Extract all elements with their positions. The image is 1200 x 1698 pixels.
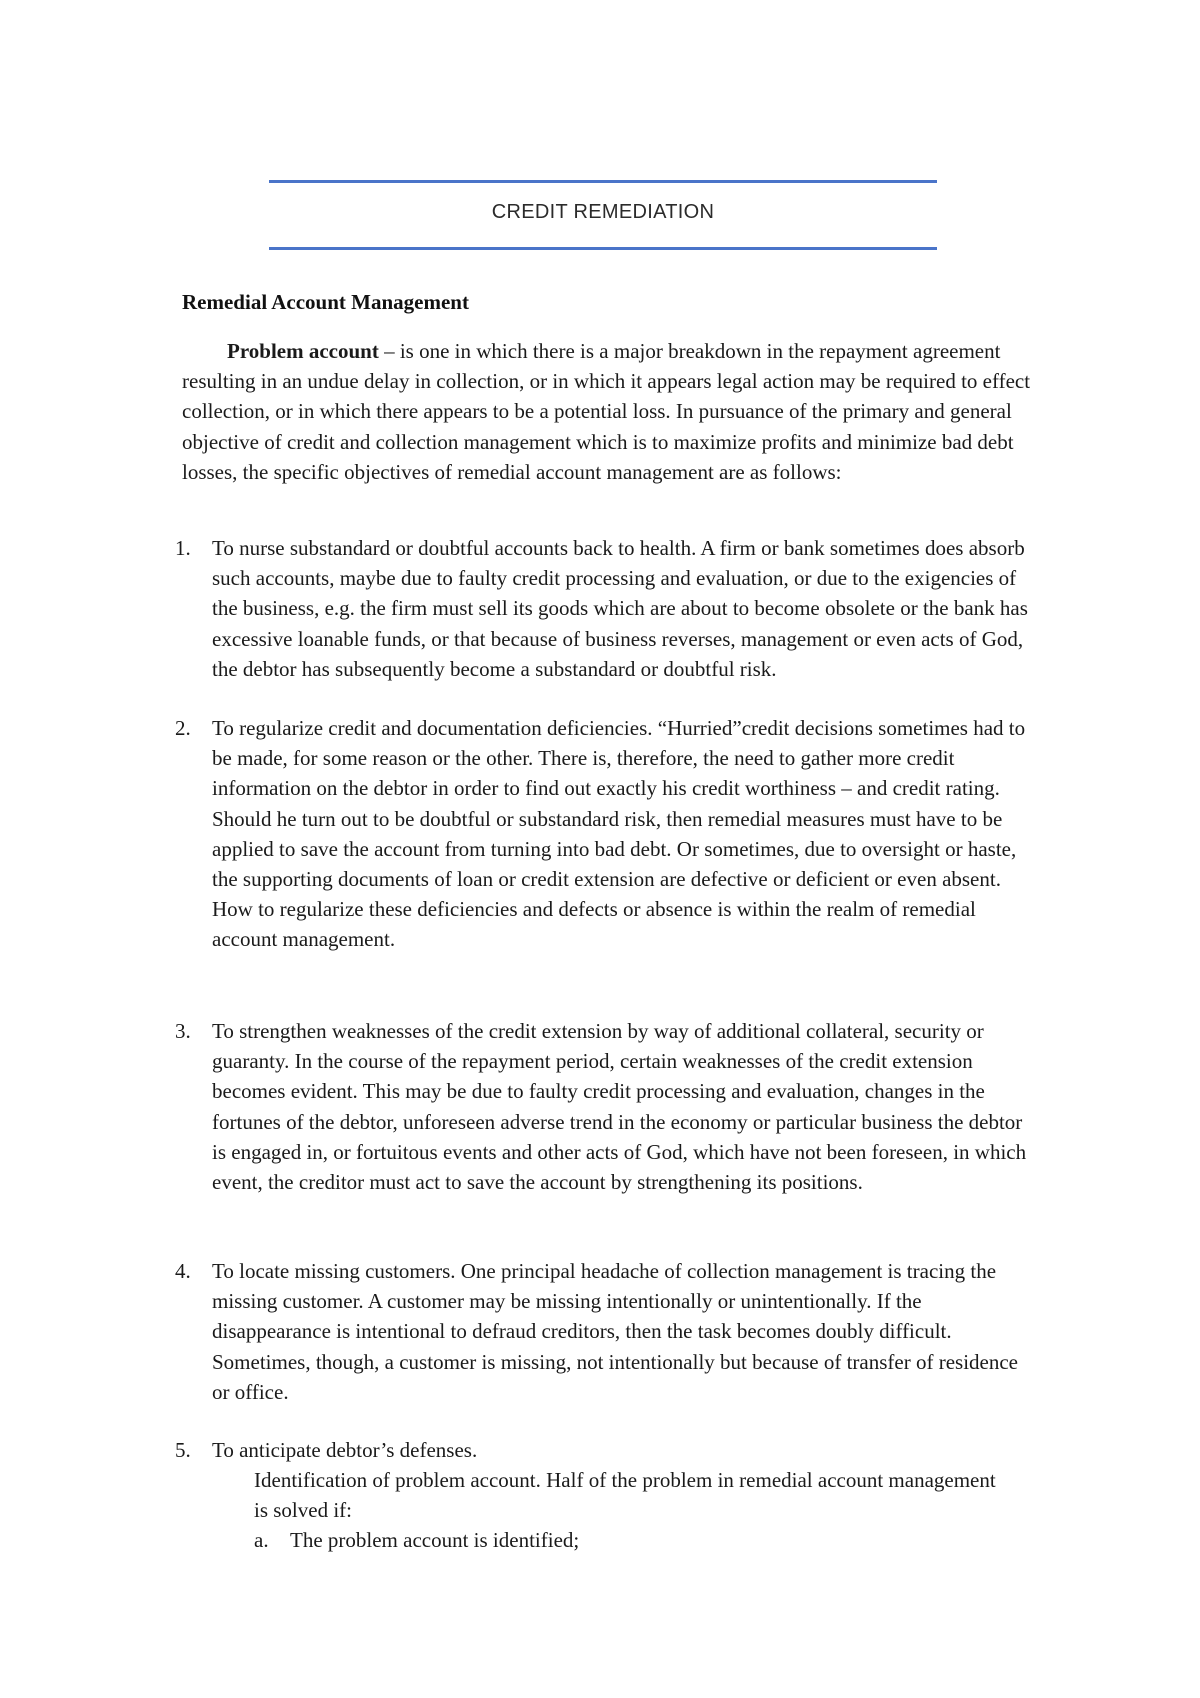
list-item-text: To anticipate debtor’s defenses. xyxy=(212,1438,478,1462)
list-item-text: To locate missing customers. One principal headache of collection management is tracing the missing customer. A customer may be missing intentionally or unintentionally. If the disappearance is intentional to defraud creditors, then the task becomes doubly difficult. Sometimes, though, a customer is missing, not intentionally but because of transfer of residence or office. xyxy=(212,1259,1018,1404)
title-top-rule xyxy=(269,180,937,183)
list-item-number: 3. xyxy=(175,1019,191,1043)
identification-item-text: The problem account is identified; xyxy=(290,1528,580,1552)
identification-paragraph: Identification of problem account. Half of the problem in remedial account management is solved if: xyxy=(254,1468,996,1523)
list-item-number: 2. xyxy=(175,716,191,740)
section-heading: Remedial Account Management xyxy=(182,290,469,314)
identification-item-letter: a. xyxy=(254,1528,269,1552)
title-bottom-rule xyxy=(269,247,937,250)
intro-text: – is one in which there is a major breakdown in the repayment agreement resulting in an undue delay in collection, or in which it appears legal action may be required to effect collection, or in which there appears to be a potential loss. In pursuance of the primary and general objective of credit and collection management which is to maximize profits and minimize bad debt losses, the specific objectives of remedial account management are as follows: xyxy=(182,339,1031,484)
list-item-text: To nurse substandard or doubtful accounts back to health. A firm or bank sometimes does absorb such accounts, maybe due to faulty credit processing and evaluation, or due to the exigencies of the business, e.g. the firm must sell its goods which are about to become obsolete or the bank has excessive loanable funds, or that because of business reverses, management or even acts of God, the debtor has subsequently become a substandard or doubtful risk. xyxy=(212,536,1028,681)
list-item-text: To regularize credit and documentation deficiencies. “Hurried”credit decisions sometimes had to be made, for some reason or the other. There is, therefore, the need to gather more credit information on the debtor in order to find out exactly his credit worthiness – and credit rating. Should he turn out to be doubtful or substandard risk, then remedial measures must have to be applied to save the account from turning into bad debt. Or sometimes, due to oversight or haste, the supporting documents of loan or credit extension are defective or deficient or even absent. How to regularize these deficiencies and defects or absence is within the realm of remedial account management. xyxy=(212,716,1026,952)
document-title: CREDIT REMEDIATION xyxy=(491,201,715,223)
list-item-number: 1. xyxy=(175,536,191,560)
title-block xyxy=(269,180,937,252)
intro-paragraph xyxy=(182,336,1032,487)
list-item-number: 4. xyxy=(175,1259,191,1283)
identification-item xyxy=(254,1525,1014,1555)
list-item-text: To strengthen weaknesses of the credit extension by way of additional collateral, security or guaranty. In the course of the repayment period, certain weaknesses of the credit extension becomes evident. This may be due to faulty credit processing and evaluation, changes in the fortunes of the debtor, unforeseen adverse trend in the economy or particular business the debtor is engaged in, or fortuitous events and other acts of God, which have not been foreseen, in which event, the creditor must act to save the account by strengthening its positions. xyxy=(212,1019,1027,1195)
list-item-number: 5. xyxy=(175,1438,191,1462)
intro-term: Problem account xyxy=(227,339,379,363)
